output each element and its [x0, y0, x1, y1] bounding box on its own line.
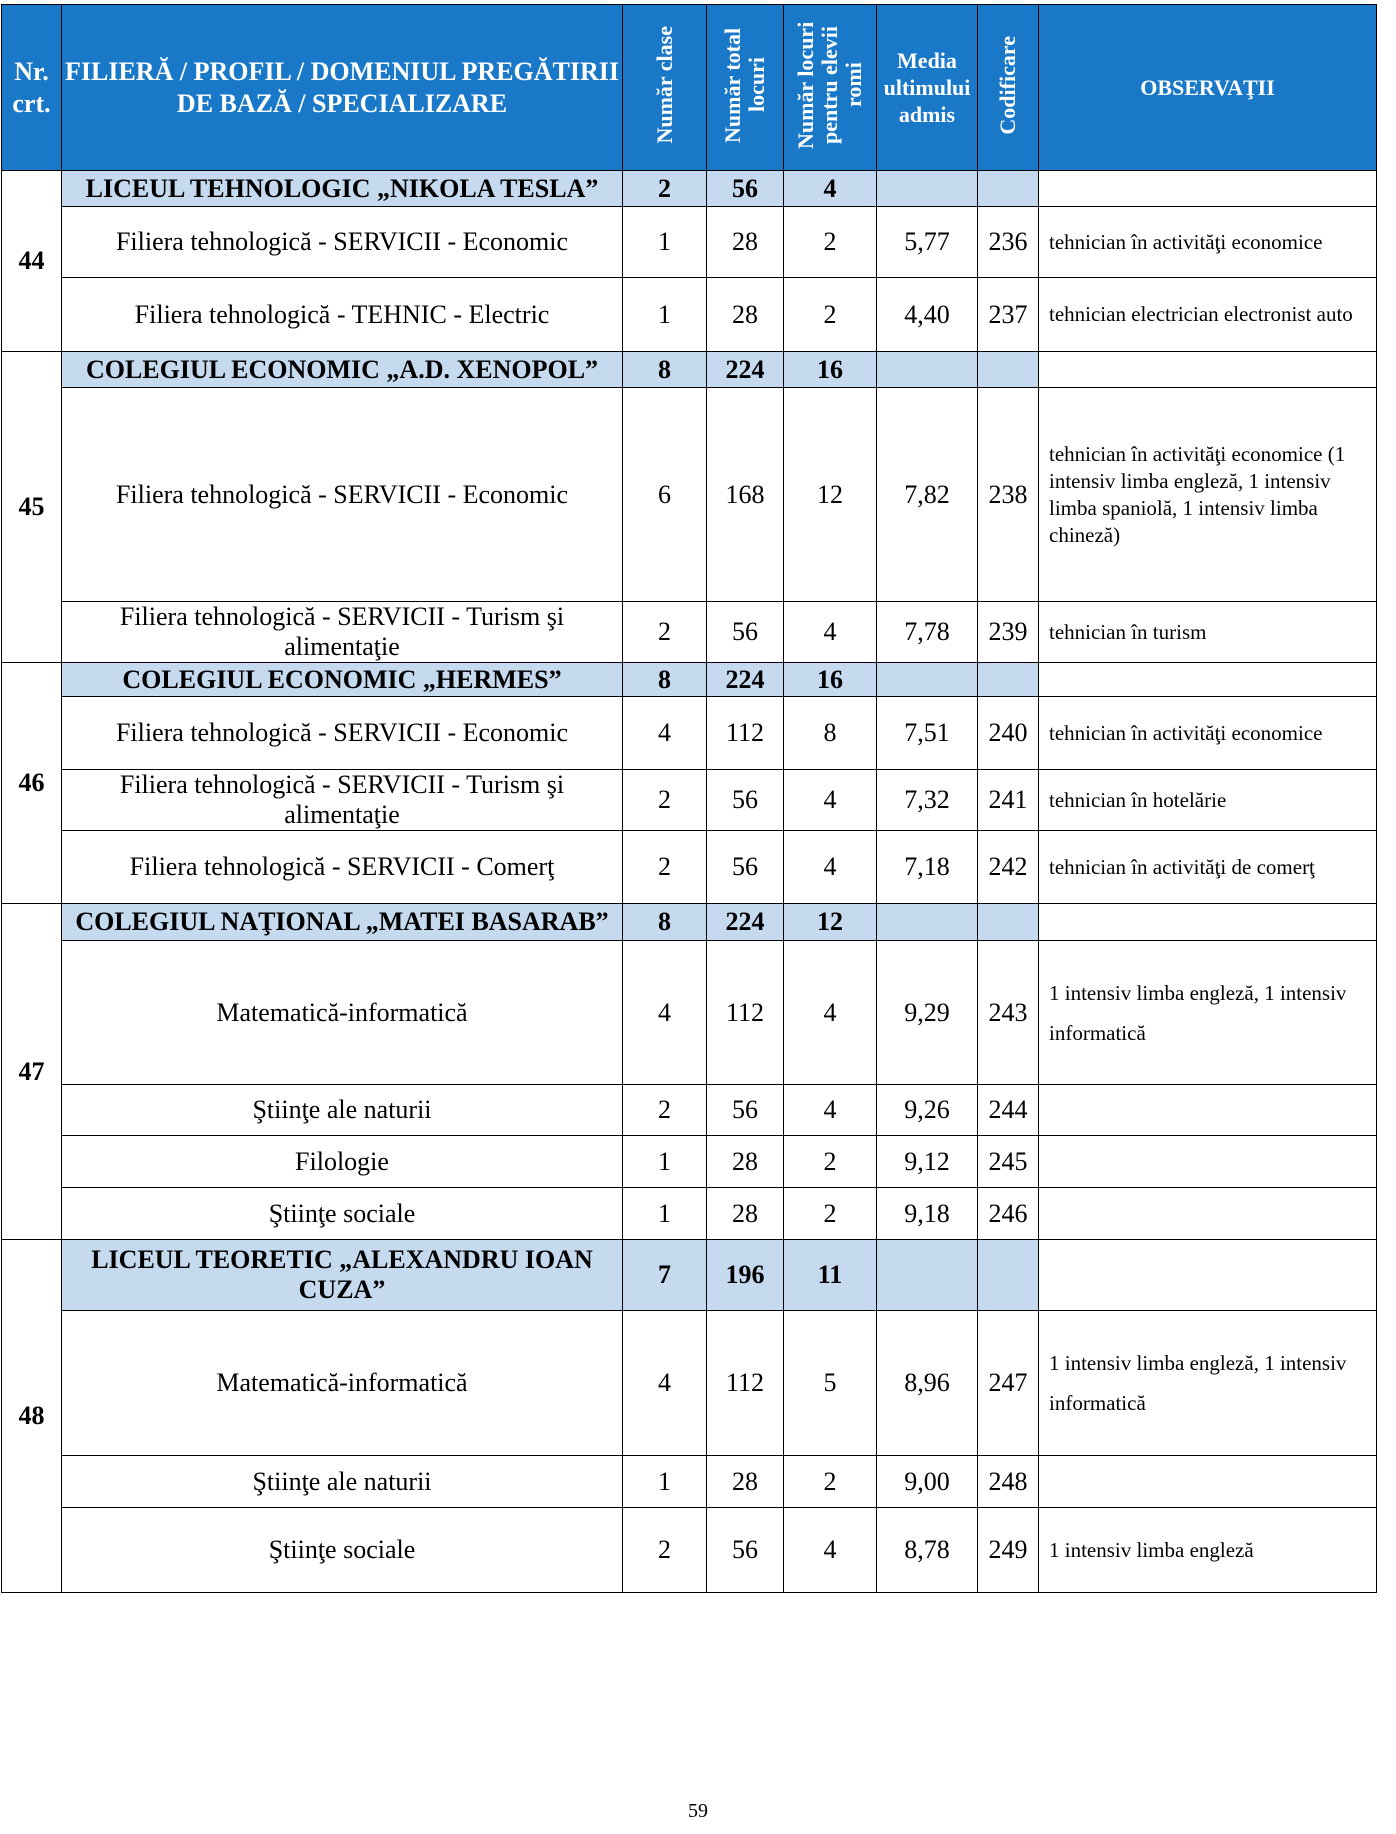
program-clase: 4 [623, 1311, 707, 1456]
program-media: 5,77 [877, 207, 978, 278]
header-nr: Nr. crt. [2, 5, 62, 171]
program-obs [1039, 1188, 1377, 1240]
program-romi: 5 [784, 1311, 877, 1456]
school-obs [1039, 663, 1377, 697]
program-media: 7,51 [877, 697, 978, 770]
row-number: 46 [2, 663, 62, 904]
school-clase: 2 [623, 171, 707, 207]
school-name: COLEGIUL ECONOMIC „HERMES” [62, 663, 623, 697]
school-cod [978, 1240, 1039, 1311]
program-clase: 2 [623, 1508, 707, 1593]
program-name: Matematică-informatică [62, 941, 623, 1085]
program-media: 9,18 [877, 1188, 978, 1240]
program-total: 56 [707, 1508, 784, 1593]
program-name: Ştiinţe sociale [62, 1188, 623, 1240]
program-clase: 1 [623, 1136, 707, 1188]
program-obs: tehnician în hotelărie [1039, 770, 1377, 831]
program-cod: 239 [978, 602, 1039, 663]
program-obs: tehnician în activităţi economice [1039, 697, 1377, 770]
program-clase: 2 [623, 831, 707, 904]
school-cod [978, 171, 1039, 207]
school-media [877, 352, 978, 388]
program-media: 9,26 [877, 1085, 978, 1136]
program-romi: 4 [784, 770, 877, 831]
program-romi: 4 [784, 941, 877, 1085]
program-obs: tehnician în activităţi economice (1 intensiv limba engleză, 1 intensiv limba spaniolă, 1 intensiv limba chineză) [1039, 388, 1377, 602]
program-obs: 1 intensiv limba engleză, 1 intensiv informatică [1039, 1311, 1377, 1456]
page-number: 59 [688, 1800, 708, 1822]
program-clase: 1 [623, 1188, 707, 1240]
program-obs [1039, 1136, 1377, 1188]
program-obs: tehnician electrician electronist auto [1039, 278, 1377, 352]
program-total: 28 [707, 1456, 784, 1508]
program-name: Ştiinţe ale naturii [62, 1456, 623, 1508]
program-cod: 247 [978, 1311, 1039, 1456]
table-row [2, 941, 1377, 1085]
admission-table [1, 4, 1377, 1593]
program-media: 7,18 [877, 831, 978, 904]
school-media [877, 1240, 978, 1311]
program-clase: 1 [623, 278, 707, 352]
program-name: Filiera tehnologică - TEHNIC - Electric [62, 278, 623, 352]
header-codificare: Codificare [978, 5, 1039, 171]
school-total: 56 [707, 171, 784, 207]
program-cod: 238 [978, 388, 1039, 602]
program-obs: tehnician în activităţi de comerţ [1039, 831, 1377, 904]
program-romi: 4 [784, 602, 877, 663]
school-cod [978, 352, 1039, 388]
school-row [2, 663, 1377, 697]
row-number: 44 [2, 171, 62, 352]
table-row [2, 1456, 1377, 1508]
header-total-locuri: Număr total locuri [707, 5, 784, 171]
program-media: 7,32 [877, 770, 978, 831]
program-media: 7,82 [877, 388, 978, 602]
program-romi: 2 [784, 1456, 877, 1508]
header-observatii: OBSERVAŢII [1039, 5, 1377, 171]
program-clase: 1 [623, 207, 707, 278]
program-name: Filologie [62, 1136, 623, 1188]
school-total: 224 [707, 663, 784, 697]
school-obs [1039, 1240, 1377, 1311]
row-number: 45 [2, 352, 62, 663]
program-cod: 248 [978, 1456, 1039, 1508]
program-total: 56 [707, 770, 784, 831]
program-obs [1039, 1456, 1377, 1508]
program-obs [1039, 1085, 1377, 1136]
program-total: 56 [707, 1085, 784, 1136]
school-romi: 11 [784, 1240, 877, 1311]
table-row [2, 1085, 1377, 1136]
program-romi: 12 [784, 388, 877, 602]
school-media [877, 904, 978, 941]
program-media: 9,00 [877, 1456, 978, 1508]
program-total: 28 [707, 207, 784, 278]
program-name: Filiera tehnologică - SERVICII - Turism şi alimentaţie [62, 602, 623, 663]
school-total: 196 [707, 1240, 784, 1311]
program-name: Filiera tehnologică - SERVICII - Comerţ [62, 831, 623, 904]
program-cod: 241 [978, 770, 1039, 831]
school-obs [1039, 171, 1377, 207]
program-clase: 2 [623, 602, 707, 663]
school-total: 224 [707, 904, 784, 941]
program-romi: 2 [784, 1136, 877, 1188]
school-obs [1039, 352, 1377, 388]
school-romi: 4 [784, 171, 877, 207]
program-cod: 237 [978, 278, 1039, 352]
program-romi: 2 [784, 278, 877, 352]
program-total: 28 [707, 1188, 784, 1240]
program-name: Filiera tehnologică - SERVICII - Economic [62, 388, 623, 602]
school-romi: 16 [784, 663, 877, 697]
school-clase: 7 [623, 1240, 707, 1311]
school-clase: 8 [623, 663, 707, 697]
program-cod: 242 [978, 831, 1039, 904]
school-cod [978, 904, 1039, 941]
program-obs: tehnician în turism [1039, 602, 1377, 663]
program-cod: 245 [978, 1136, 1039, 1188]
table-header-row [2, 5, 1377, 171]
program-clase: 4 [623, 941, 707, 1085]
row-number: 48 [2, 1240, 62, 1593]
program-cod: 249 [978, 1508, 1039, 1593]
school-romi: 12 [784, 904, 877, 941]
program-romi: 2 [784, 207, 877, 278]
program-obs: 1 intensiv limba engleză, 1 intensiv informatică [1039, 941, 1377, 1085]
school-cod [978, 663, 1039, 697]
program-romi: 4 [784, 1508, 877, 1593]
header-locuri-romi: Număr locuri pentru elevii romi [784, 5, 877, 171]
program-obs: tehnician în activităţi economice [1039, 207, 1377, 278]
program-media: 9,29 [877, 941, 978, 1085]
school-name: COLEGIUL ECONOMIC „A.D. XENOPOL” [62, 352, 623, 388]
program-romi: 2 [784, 1188, 877, 1240]
program-clase: 2 [623, 770, 707, 831]
program-name: Filiera tehnologică - SERVICII - Economic [62, 697, 623, 770]
program-cod: 240 [978, 697, 1039, 770]
table-row [2, 697, 1377, 770]
program-total: 112 [707, 941, 784, 1085]
header-media: Media ultimului admis [877, 5, 978, 171]
program-media: 8,78 [877, 1508, 978, 1593]
program-total: 56 [707, 602, 784, 663]
table-row [2, 1311, 1377, 1456]
program-cod: 243 [978, 941, 1039, 1085]
school-total: 224 [707, 352, 784, 388]
table-row [2, 388, 1377, 602]
school-row [2, 904, 1377, 941]
program-cod: 246 [978, 1188, 1039, 1240]
table-row [2, 602, 1377, 663]
program-cod: 236 [978, 207, 1039, 278]
school-name: LICEUL TEORETIC „ALEXANDRU IOAN CUZA” [62, 1240, 623, 1311]
program-clase: 4 [623, 697, 707, 770]
program-name: Matematică-informatică [62, 1311, 623, 1456]
program-name: Filiera tehnologică - SERVICII - Turism şi alimentaţie [62, 770, 623, 831]
program-media: 9,12 [877, 1136, 978, 1188]
program-name: Ştiinţe ale naturii [62, 1085, 623, 1136]
program-clase: 6 [623, 388, 707, 602]
program-total: 56 [707, 831, 784, 904]
program-obs: 1 intensiv limba engleză [1039, 1508, 1377, 1593]
school-obs [1039, 904, 1377, 941]
school-clase: 8 [623, 352, 707, 388]
program-romi: 4 [784, 831, 877, 904]
program-romi: 4 [784, 1085, 877, 1136]
program-total: 112 [707, 697, 784, 770]
school-row [2, 1240, 1377, 1311]
program-media: 7,78 [877, 602, 978, 663]
program-clase: 1 [623, 1456, 707, 1508]
program-media: 8,96 [877, 1311, 978, 1456]
row-number: 47 [2, 904, 62, 1240]
program-clase: 2 [623, 1085, 707, 1136]
school-romi: 16 [784, 352, 877, 388]
table-row [2, 1188, 1377, 1240]
header-numar-clase: Număr clase [623, 5, 707, 171]
program-total: 168 [707, 388, 784, 602]
table-row [2, 278, 1377, 352]
program-total: 28 [707, 1136, 784, 1188]
table-row [2, 770, 1377, 831]
school-row [2, 171, 1377, 207]
school-row [2, 352, 1377, 388]
school-media [877, 663, 978, 697]
program-romi: 8 [784, 697, 877, 770]
program-name: Filiera tehnologică - SERVICII - Economic [62, 207, 623, 278]
program-name: Ştiinţe sociale [62, 1508, 623, 1593]
table-row [2, 1508, 1377, 1593]
school-name: COLEGIUL NAŢIONAL „MATEI BASARAB” [62, 904, 623, 941]
school-media [877, 171, 978, 207]
school-name: LICEUL TEHNOLOGIC „NIKOLA TESLA” [62, 171, 623, 207]
program-total: 28 [707, 278, 784, 352]
header-filiera: FILIERĂ / PROFIL / DOMENIUL PREGĂTIRII DE BAZĂ / SPECIALIZARE [62, 5, 623, 171]
table-row [2, 207, 1377, 278]
program-total: 112 [707, 1311, 784, 1456]
program-cod: 244 [978, 1085, 1039, 1136]
school-clase: 8 [623, 904, 707, 941]
program-media: 4,40 [877, 278, 978, 352]
table-row [2, 831, 1377, 904]
table-row [2, 1136, 1377, 1188]
